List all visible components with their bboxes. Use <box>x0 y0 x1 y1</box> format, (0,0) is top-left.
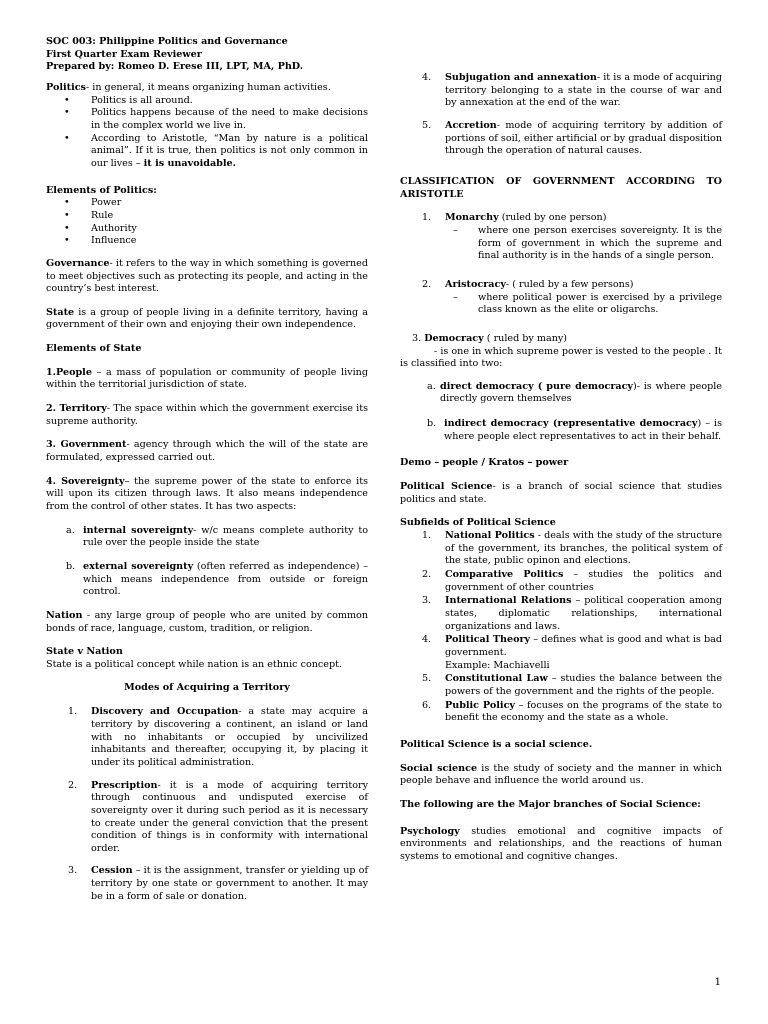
list-item: 2. Aristocracy- ( ruled by a few persons) – where political power is exercised by a privilege class known as the elite or oligarchs. <box>400 279 722 317</box>
list-item: • Rule <box>46 210 368 223</box>
list-item: • Politics happens because of the need to make decisions in the complex world we live in. <box>46 107 368 132</box>
modes-list <box>46 706 368 903</box>
psychology-definition: Psychology studies emotional and cognitive impacts of environments and relationships, and the reactions of human systems to emotional and cognitive changes. <box>400 825 722 862</box>
social-science-definition: Social science is the study of society and the manner in which people behave and influence the world around us. <box>400 762 722 787</box>
territory-element: 2. Territory- The space within which the government exercise its supreme authority. <box>46 403 368 427</box>
list-item: 5. Constitutional Law – studies the balance between the powers of the government and the rights of the people. <box>422 673 722 697</box>
list-item: 4. Subjugation and annexation- it is a mode of acquiring territory belonging to a state in the course of war and by annexation at the end of the war. <box>422 72 722 109</box>
list-item: 5. Accretion- mode of acquiring territory by addition of portions of soil, either artificial or by gradual disposition through the operation of natural causes. <box>422 119 722 157</box>
state-v-nation-title: State v Nation <box>46 646 123 658</box>
polsci-social-science: Political Science is a social science. <box>400 738 593 750</box>
left-column <box>46 36 368 913</box>
politics-definition: Politics- in general, it means organizing human activities. <box>46 81 331 93</box>
list-item: • According to Aristotle, “Man by nature is a political animal”. If it is true, then politics is not only common in our lives – it is unavoidable. <box>46 133 368 171</box>
direct-democracy: a. direct democracy ( pure democracy)- is where people directly govern themselves <box>427 380 722 405</box>
sovereignty-element: 4. Sovereignty– the supreme power of the state to enforce its will upon its citizen through laws. It also means independence from the control of other states. It has two aspects: <box>46 475 369 513</box>
aristocracy-definition: – where political power is exercised by a privilege class known as the elite or oligarchs. <box>453 292 722 317</box>
polsci-definition: Political Science- is a branch of social science that studies politics and state. <box>400 481 722 505</box>
subfields-title: Subfields of Political Science <box>400 517 556 529</box>
list-item: 1. Monarchy (ruled by one person) – where one person exercises sovereignty. It is the form of government in which the supreme and final authority is in the hands of a single person. <box>400 212 722 263</box>
state-v-nation-text: State is a political concept while nation is an ethnic concept. <box>46 658 343 670</box>
list-item: 2. Prescription- it is a mode of acquiring territory through continuous and undisputed exercise of sovereignty over it during such period as it is necessary to create under the general conviction that the present condition of things is in conformity with international order. <box>68 779 368 854</box>
government-forms-list <box>400 212 722 317</box>
list-item: 2. Comparative Politics – studies the politics and government of other countries <box>422 569 722 593</box>
internal-sovereignty: a. internal sovereignty- w/c means complete authority to rule over the people inside the state <box>66 524 368 549</box>
list-item: • Influence <box>46 235 368 248</box>
subfields-list <box>400 530 722 725</box>
people-element: 1.People – a mass of population or community of people living within the territorial jurisdiction of state. <box>46 366 368 391</box>
list-item: • Power <box>46 197 368 210</box>
democracy-block: 3. Democracy ( ruled by many) - is one in which supreme power is vested to the people . It is classified into two: <box>400 332 722 370</box>
list-item: 3. International Relations – political cooperation among states, diplomatic relationships, international organizations and laws. <box>422 595 722 632</box>
right-column <box>400 72 722 875</box>
document-header <box>46 36 368 74</box>
elements-of-politics-list <box>46 197 368 248</box>
demo-kratos: Demo – people / Kratos – power <box>400 457 569 469</box>
list-item: 4. Political Theory – defines what is good and what is bad government. Example: Machiavelli <box>422 634 722 671</box>
list-item: • Authority <box>46 223 368 236</box>
list-item: 3. Cession – it is the assignment, transfer or yielding up of territory by one state or government to another. It may be in a form of sale or donation. <box>68 865 368 902</box>
governance-definition: Governance- it refers to the way in which something is governed to meet objectives such as protecting its people, and acting in the country’s best interest. <box>46 257 368 295</box>
classification-title: CLASSIFICATION OF GOVERNMENT ACCORDING TO ARISTOTLE <box>400 175 722 200</box>
list-item: 6. Public Policy – focuses on the programs of the state to benefit the economy and the state as a whole. <box>422 699 723 724</box>
elements-of-politics-title: Elements of Politics: <box>46 184 157 196</box>
modes-list-continued <box>400 72 722 158</box>
page-number: 1 <box>714 977 721 988</box>
course-title: SOC 003: Philippine Politics and Governance <box>46 36 288 47</box>
external-sovereignty: b. external sovereignty (often referred as independence) – which means independence from outside or foreign control. <box>66 561 368 598</box>
author-line: Prepared by: Romeo D. Erese III, LPT, MA, PhD. <box>46 61 304 73</box>
indirect-democracy: b. indirect democracy (representative democracy) – is where people elect representatives to act in their behalf. <box>427 418 722 442</box>
list-item: 1. National Politics - deals with the study of the structure of the government, its branches, the political system of the state, public opinon and elections. <box>422 530 722 567</box>
list-item: 1. Discovery and Occupation- a state may acquire a territory by discovering a continent, an island or land with no inhabitants or occupied by uncivilized inhabitants and thereafter, occupying it, by placing it under its political administration. <box>68 706 368 768</box>
reviewer-title: First Quarter Exam Reviewer <box>46 48 202 60</box>
elements-of-state-title: Elements of State <box>46 343 142 355</box>
list-item: • Politics is all around. <box>46 95 368 108</box>
modes-title: Modes of Acquiring a Territory <box>124 681 290 693</box>
monarchy-definition: – where one person exercises sovereignty. It is the form of government in which the supreme and final authority is in the hands of a single person. <box>453 225 722 263</box>
politics-bullets <box>46 95 368 171</box>
democracy-definition: - is one in which supreme power is vested to the people . It is classified into two: <box>400 345 722 370</box>
branches-title: The following are the Major branches of Social Science: <box>400 798 701 810</box>
government-element: 3. Government- agency through which the will of the state are formulated, expressed carried out. <box>46 439 368 464</box>
nation-definition: Nation - any large group of people who are united by common bonds of race, language, custom, tradition, or religion. <box>46 609 368 634</box>
state-definition: State is a group of people living in a definite territory, having a government of their own and enjoying their own independence. <box>46 306 368 331</box>
